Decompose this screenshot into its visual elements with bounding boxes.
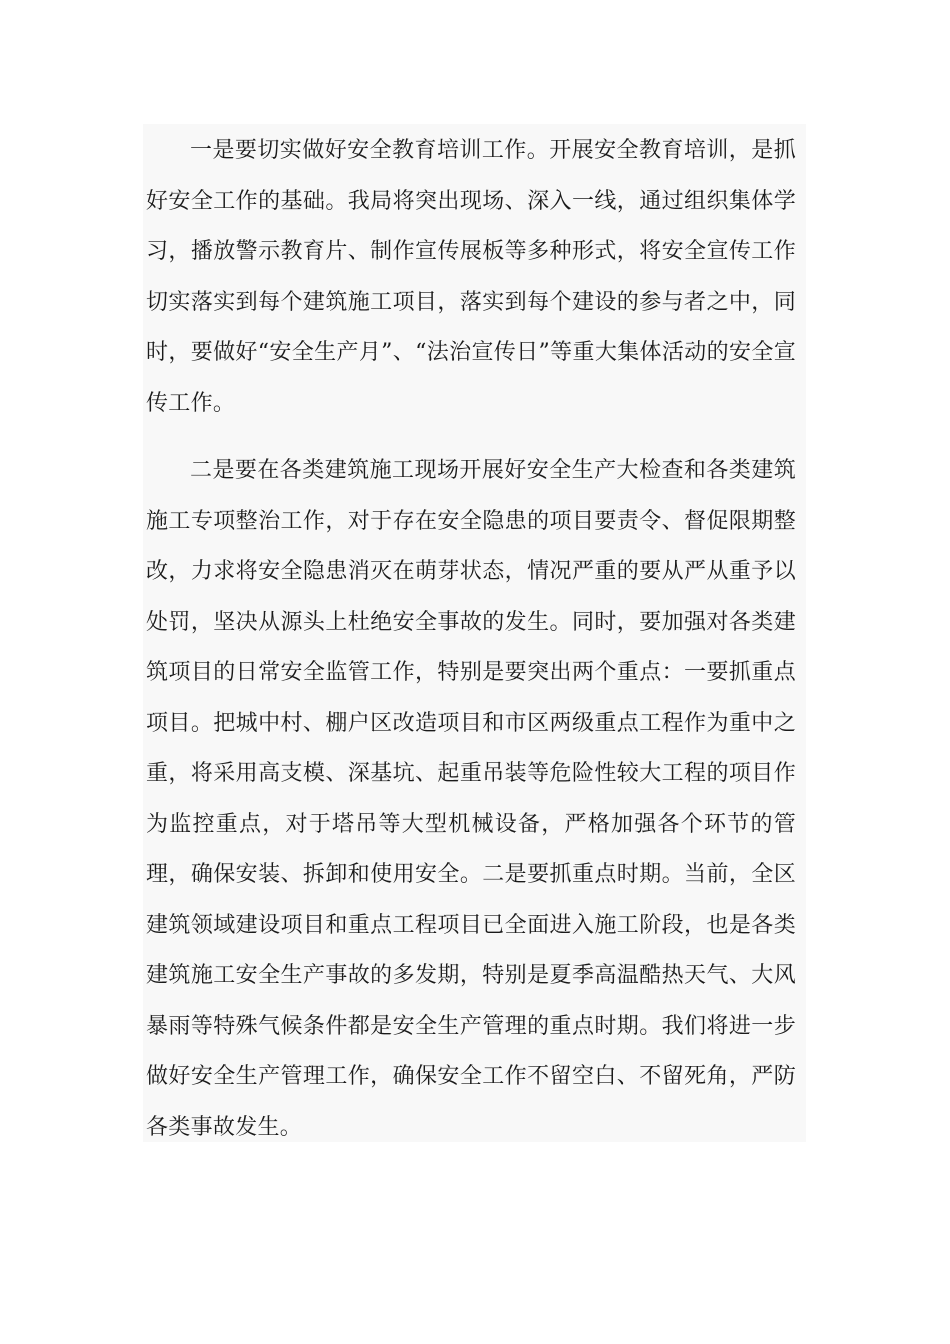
paragraph-safety-education: 一是要切实做好安全教育培训工作。开展安全教育培训，是抓好安全工作的基础。我局将突出现场、深入一线，通过组织集体学习，播放警示教育片、制作宣传展板等多种形式，将安全宣传工作切实落实到每个建筑施工项目，落实到每个建设的参与者之中，同时，要做好“安全生产月”、“法治宣传日”等重大集体活动的安全宣传工作。 (146, 138, 796, 416)
paragraph-safety-inspection: 二是要在各类建筑施工现场开展好安全生产大检查和各类建筑施工专项整治工作，对于存在安全隐患的项目要责令、督促限期整改，力求将安全隐患消灭在萌芽状态，情况严重的要从严从重予以处罚，坚决从源头上杜绝安全事故的发生。同时，要加强对各类建筑项目的日常安全监管工作，特别是要突出两个重点：一要抓重点项目。把城中村、棚户区改造项目和市区两级重点工程作为重中之重，将采用高支模、深基坑、起重吊装等危险性较大工程的项目作为监控重点，对于塔吊等大型机械设备，严格加强各个环节的管理，确保安装、拆卸和使用安全。二是要抓重点时期。当前，全区建筑领域建设项目和重点工程项目已全面进入施工阶段，也是各类建筑施工安全生产事故的多发期，特别是夏季高温酷热天气、大风暴雨等特殊气候条件都是安全生产管理的重点时期。我们将进一步做好安全生产管理工作，确保安全工作不留空白、不留死角，严防各类事故发生。 (146, 458, 796, 1140)
